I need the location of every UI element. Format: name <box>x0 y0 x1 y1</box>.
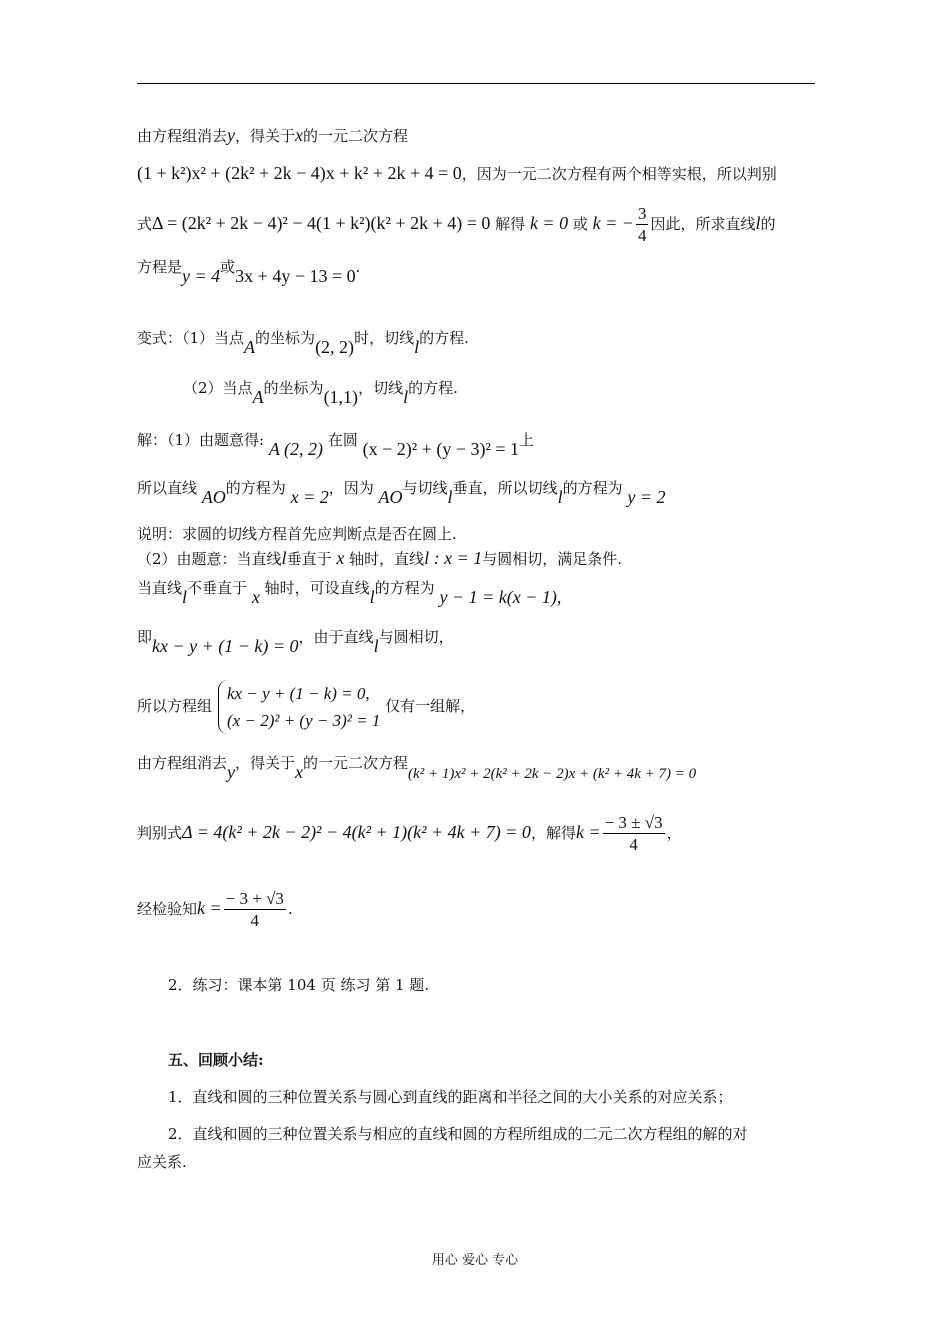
line-AO: AO <box>201 487 226 507</box>
text: ，因为一元二次方程有两个相等实根，所以判别 <box>461 165 777 183</box>
solution-2 <box>137 477 666 507</box>
fraction <box>603 813 665 856</box>
header-rule <box>137 83 815 84</box>
text: 与圆相切，满足条件. <box>482 550 623 568</box>
text: 的坐标为 <box>255 329 316 347</box>
text: 的一元二次方程 <box>303 754 409 772</box>
k-value-2: k = − <box>592 213 634 233</box>
solution-6 <box>137 676 475 736</box>
fraction <box>224 889 286 932</box>
solution-5 <box>137 626 454 656</box>
text: 或 <box>572 215 588 233</box>
solution-4 <box>137 577 562 607</box>
quadratic-equation: (k² + 1)x² + 2(k² + 2k − 2)x + (k² + 4k + 7) = 0 <box>408 766 697 782</box>
text: ，因为 <box>328 479 374 497</box>
numerator: − 3 ± √3 <box>604 812 663 832</box>
var-l: l <box>755 213 761 233</box>
text: ，解得 <box>530 824 576 842</box>
text: 在圆 <box>327 431 358 449</box>
k-var: k = <box>575 822 601 842</box>
tangent-equation: y = 2 <box>627 487 666 507</box>
text: 由方程组消去 <box>137 127 228 145</box>
variant-2 <box>183 377 458 407</box>
var-x: x <box>251 587 260 607</box>
text: 判别式 <box>137 824 183 842</box>
text: 所以方程组 <box>137 697 213 715</box>
text: 式 <box>137 215 153 233</box>
text: 应关系. <box>137 1153 187 1171</box>
text: 的 <box>760 215 776 233</box>
point-A: A <box>252 387 264 407</box>
circle-equation: (x − 2)² + (y − 3)² = 1 <box>362 439 520 459</box>
text: 或 <box>220 258 236 276</box>
text: 的坐标为 <box>263 379 324 397</box>
text: 变式：（1）当点 <box>137 329 245 347</box>
text: 的一元二次方程 <box>303 127 409 145</box>
text: 当直线 <box>137 579 183 597</box>
para1-line3 <box>137 201 776 247</box>
text: 的方程为 <box>562 479 623 497</box>
exercise <box>168 975 429 995</box>
coordinates: (1,1) <box>323 387 359 407</box>
denominator: 4 <box>637 225 647 245</box>
system-eq-1: kx − y + (1 − k) = 0, <box>227 684 370 703</box>
text: 2．练习：课本第 104 页 练习 第 1 题. <box>168 976 430 994</box>
text: 所以直线 <box>137 479 198 497</box>
var-y: y <box>227 125 236 145</box>
summary-heading <box>168 1050 264 1070</box>
numerator: − 3 + √3 <box>225 888 284 908</box>
text: 仅有一组解， <box>385 697 476 715</box>
text: . <box>355 258 361 276</box>
text: 时，切线 <box>354 329 415 347</box>
var-l: l <box>403 387 409 407</box>
text: 1．直线和圆的三种位置关系与圆心到直线的距离和半径之间的大小关系的对应关系； <box>168 1088 733 1106</box>
var-l: l <box>447 487 453 507</box>
line-AO: AO <box>378 487 403 507</box>
var-l: l <box>373 636 379 656</box>
variant-1 <box>137 327 469 357</box>
solution-7 <box>137 752 697 782</box>
text: 说明：求圆的切线方程首先应判断点是否在圆上. <box>137 525 457 543</box>
equation: l : x = 1 <box>424 548 483 568</box>
text: 垂直于 <box>286 550 332 568</box>
para1-line4 <box>137 256 361 286</box>
text: （2）当点 <box>183 379 253 397</box>
text: 解：（1）由题意得: <box>137 431 265 449</box>
denominator: 4 <box>629 834 638 854</box>
var-l: l <box>281 548 287 568</box>
var-l: l <box>557 487 563 507</box>
text: 垂直，所以切线 <box>452 479 558 497</box>
var-y: y <box>227 762 236 782</box>
summary-item-1 <box>168 1087 733 1107</box>
var-x: x <box>295 762 304 782</box>
text: 与切线 <box>402 479 448 497</box>
k-var: k = <box>197 898 222 918</box>
point-A-coords: A (2, 2) <box>268 439 324 459</box>
para1-line1 <box>137 125 408 146</box>
solution-3 <box>137 548 622 569</box>
var-l: l <box>414 337 420 357</box>
line-equation-1: y = 4 <box>182 266 221 286</box>
var-l: l <box>182 587 188 607</box>
text: . <box>287 900 293 918</box>
text: ，由于直线 <box>298 628 374 646</box>
text: 即 <box>137 628 153 646</box>
summary-item-2 <box>168 1124 748 1144</box>
quadratic-equation: (1 + k²)x² + (2k² + 2k − 4)x + k² + 2k + 4 = 0 <box>137 163 462 183</box>
system-eq-2: (x − 2)² + (y − 3)² = 1 <box>227 711 381 730</box>
text: 的方程为 <box>374 579 435 597</box>
text: 五、回顾小结: <box>168 1051 264 1069</box>
text: （2）由题意：当直线 <box>137 550 282 568</box>
text: 的方程. <box>408 379 458 397</box>
numerator: 3 <box>637 203 647 223</box>
k-value-1: k = 0 <box>529 213 569 233</box>
text: 上 <box>519 431 535 449</box>
equation-system <box>218 680 380 734</box>
text: 由方程组消去 <box>137 754 228 772</box>
text: 因此，所求直线 <box>650 215 756 233</box>
text: 解得 <box>495 215 526 233</box>
text: 轴时，可设直线 <box>264 579 370 597</box>
summary-item-2-cont <box>137 1152 187 1172</box>
discriminant-equation: Δ = 4(k² + 2k − 2)² − 4(k² + 1)(k² + 4k + 7) = 0 <box>182 822 531 842</box>
text: 轴时，直线 <box>349 550 425 568</box>
text: 的方程为 <box>225 479 286 497</box>
page-footer: 用心 爱心 专心 <box>431 1253 519 1268</box>
coordinates: (2, 2) <box>315 337 355 357</box>
discriminant-equation: Δ = (2k² + 2k − 4)² − 4(1 + k²)(k² + 2k + 4) = 0 <box>152 213 491 233</box>
var-x: x <box>336 548 345 568</box>
equation: x = 2 <box>290 487 329 507</box>
text: 经检验知 <box>137 900 198 918</box>
denominator: 4 <box>250 910 260 930</box>
para1-line2 <box>137 163 777 184</box>
var-l: l <box>369 587 375 607</box>
text: ， <box>666 824 682 842</box>
solution-8 <box>137 810 682 856</box>
text: 不垂直于 <box>187 579 248 597</box>
solution-1 <box>137 429 535 459</box>
line-equation-2: 3x + 4y − 13 = 0 <box>235 266 356 286</box>
fraction <box>636 204 649 247</box>
line-equation: y − 1 = k(x − 1), <box>439 587 562 607</box>
text: ，得关于 <box>235 754 296 772</box>
text: 方程是 <box>137 258 183 276</box>
text: 2．直线和圆的三种位置关系与相应的直线和圆的方程所组成的二元二次方程组的解的对 <box>168 1125 748 1143</box>
solution-9 <box>137 886 293 932</box>
note <box>137 524 457 544</box>
text: 与圆相切， <box>378 628 454 646</box>
var-x: x <box>295 125 304 145</box>
text: ，切线 <box>358 379 404 397</box>
point-A: A <box>244 337 256 357</box>
text: 的方程. <box>419 329 469 347</box>
text: ，得关于 <box>235 127 296 145</box>
equation: kx − y + (1 − k) = 0 <box>152 636 299 656</box>
